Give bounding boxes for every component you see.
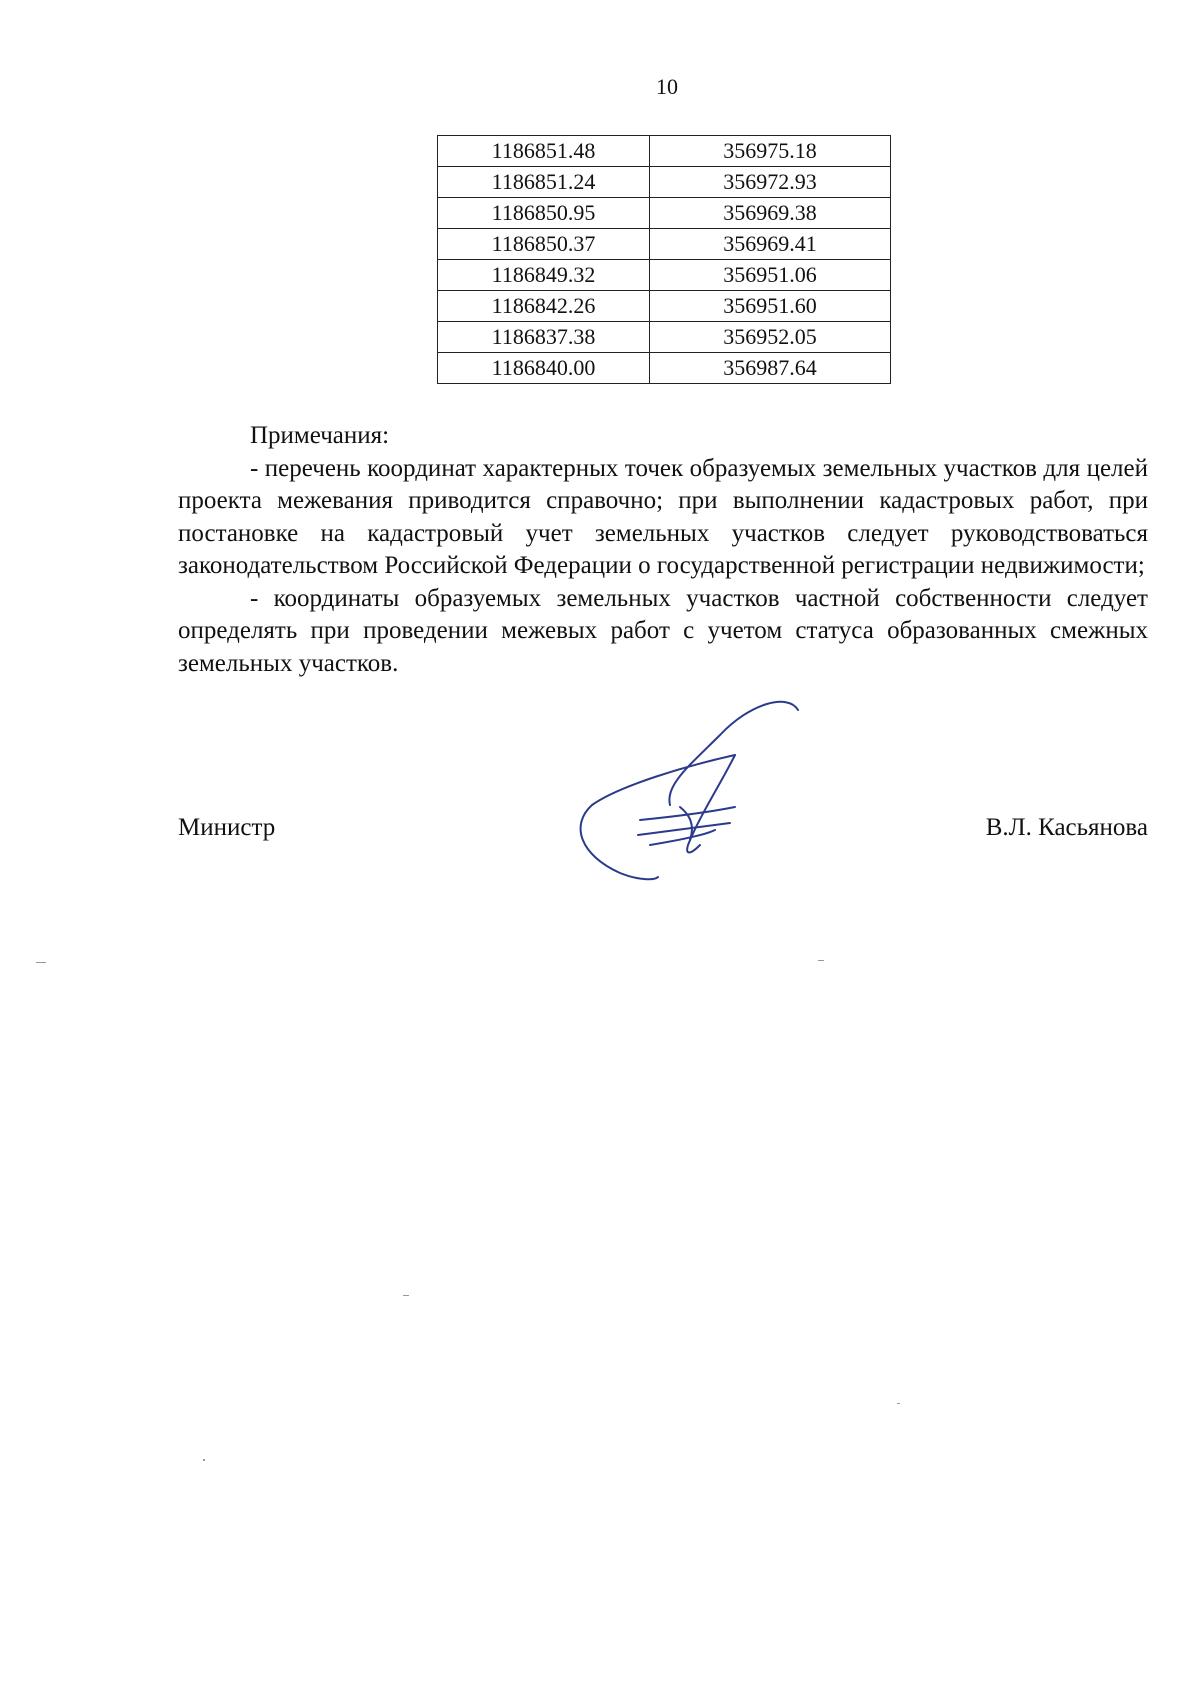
notes-section (178, 420, 1148, 680)
coordinate-y-cell: 356975.18 (650, 136, 891, 167)
coordinate-y-cell: 356969.38 (650, 198, 891, 229)
table-row (438, 353, 891, 384)
table-row (438, 322, 891, 353)
handwritten-signature (540, 695, 810, 895)
coordinate-x-cell: 1186851.24 (438, 167, 650, 198)
coordinate-y-cell: 356952.05 (650, 322, 891, 353)
coordinate-x-cell: 1186850.37 (438, 229, 650, 260)
signer-position: Министр (178, 814, 276, 841)
coordinate-x-cell: 1186850.95 (438, 198, 650, 229)
table-row (438, 198, 891, 229)
coordinates-table (437, 135, 891, 384)
scan-speck (818, 960, 824, 961)
table-row (438, 229, 891, 260)
coordinate-x-cell: 1186837.38 (438, 322, 650, 353)
table-row (438, 167, 891, 198)
scan-speck (403, 1295, 409, 1296)
table-row (438, 136, 891, 167)
coordinate-x-cell: 1186851.48 (438, 136, 650, 167)
note-item-2: - координаты образуемых земельных участков частной собственности следует определять при проведении межевых работ с учетом статуса образованных смежных земельных участков. (178, 584, 1148, 677)
coordinate-x-cell: 1186842.26 (438, 291, 650, 322)
scan-speck (36, 962, 46, 963)
coordinate-y-cell: 356972.93 (650, 167, 891, 198)
scan-speck (897, 1403, 900, 1404)
note-item-1: - перечень координат характерных точек образуемых земельных участков для целей проекта межевания приводится справочно; при выполнении кадастровых работ, при постановке на кадастровый учет земельных участков следует руководствоваться законодательством Российской Федерации о государственной регистрации недвижимости; (178, 454, 1148, 579)
coordinate-y-cell: 356951.60 (650, 291, 891, 322)
coordinate-y-cell: 356969.41 (650, 229, 891, 260)
coordinate-x-cell: 1186840.00 (438, 353, 650, 384)
coordinate-y-cell: 356987.64 (650, 353, 891, 384)
table-row (438, 291, 891, 322)
signer-name: В.Л. Касьянова (985, 814, 1148, 841)
page-number: 10 (656, 74, 678, 99)
scan-speck (203, 1459, 205, 1461)
table-row (438, 260, 891, 291)
coordinate-y-cell: 356951.06 (650, 260, 891, 291)
notes-title: Примечания: (250, 422, 390, 449)
coordinate-x-cell: 1186849.32 (438, 260, 650, 291)
